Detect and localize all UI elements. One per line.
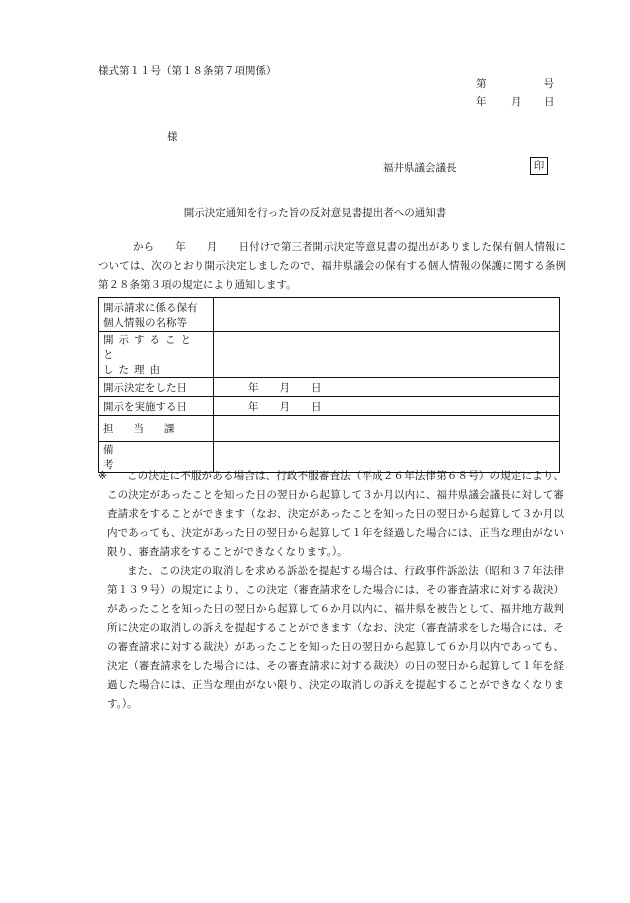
notes-body bbox=[98, 467, 564, 714]
table-value-cell bbox=[214, 416, 560, 442]
table-value-cell bbox=[214, 298, 560, 332]
table-label-cell bbox=[99, 298, 214, 332]
row1-label-line2: 個人情報の名称等 bbox=[103, 316, 187, 329]
table-row bbox=[99, 378, 560, 397]
body-paragraph bbox=[98, 238, 566, 295]
number-prefix: 第 bbox=[476, 78, 487, 90]
table-value-cell bbox=[214, 332, 560, 378]
document-title: 開示決定通知を行った旨の反対意見書提出者への通知書 bbox=[183, 207, 447, 219]
table-value-cell bbox=[214, 397, 560, 416]
form-number: 様式第１１号（第１８条第７項関係） bbox=[98, 65, 277, 77]
row6-label: 備考 bbox=[99, 442, 214, 473]
date-month: 月 bbox=[511, 96, 522, 108]
date-day: 日 bbox=[544, 96, 555, 108]
note-paragraph-1: この決定に不服がある場合は、行政不服審査法（平成２６年法律第６８号）の規定により、この決定があったことを知った日の翌日から起算して３か月以内に、福井県議会議長に対して審査請求をすることができます（なお、決定があったことを知った日の翌日から起算して３か月以内であっても、決定があった日の翌日から起算して１年を経過した場合には、正当な理由がない限り、審査請求をすることができなくなります。）。 bbox=[107, 470, 564, 558]
body-text: から 年 月 日付けで第三者開示決定等意見書の提出がありました保有個人情報については、次のとおり開示決定しましたので、福井県議会の保有する個人情報の保護に関する条例第２８条第３項の規定により通知します。 bbox=[98, 241, 566, 291]
row5-label: 担当課 bbox=[99, 416, 214, 442]
row2-label-line2: した理由 bbox=[103, 364, 165, 376]
table-label-cell bbox=[99, 332, 214, 378]
addressee: 様 bbox=[167, 131, 178, 143]
row3-label: 開示決定をした日 bbox=[99, 378, 214, 397]
table-row bbox=[99, 298, 560, 332]
row2-label-line1: 開示することと bbox=[103, 334, 196, 361]
number-suffix: 号 bbox=[543, 78, 554, 90]
table-value-cell bbox=[214, 378, 560, 397]
table-row bbox=[99, 416, 560, 442]
row4-value: 年 月 日 bbox=[248, 400, 322, 413]
row1-label-line1: 開示請求に係る保有 bbox=[103, 301, 198, 314]
row3-value: 年 月 日 bbox=[248, 381, 322, 394]
note-paragraph-2: また、この決定の取消しを求める訴訟を提起する場合は、行政事件訴訟法（昭和３７年法律第１３９号）の規定により、この決定（審査請求をした場合には、その審査請求に対する裁決）があったことを知った日の翌日から起算して６か月以内に、福井県を被告として、福井地方裁判所に決定の取消しの訴えを提起することができます（なお、決定（審査請求をした場合には、その審査請求に対する裁決）があったことを知った日の翌日から起算して６か月以内であっても、決定（審査請求をした場合には、その審査請求に対する裁決）の日の翌日から起算して１年を経過した場合には、正当な理由がない限り、決定の取消しの訴えを提起することができなくなります。）。 bbox=[107, 565, 564, 710]
note-mark: ※ bbox=[98, 470, 107, 482]
notes-section bbox=[98, 467, 564, 714]
sender: 福井県議会議長 bbox=[383, 162, 457, 174]
seal-box: 印 bbox=[530, 157, 548, 175]
info-table bbox=[98, 297, 560, 473]
row4-label: 開示を実施する日 bbox=[99, 397, 214, 416]
date-year: 年 bbox=[476, 96, 487, 108]
table-row bbox=[99, 332, 560, 378]
table-row bbox=[99, 397, 560, 416]
